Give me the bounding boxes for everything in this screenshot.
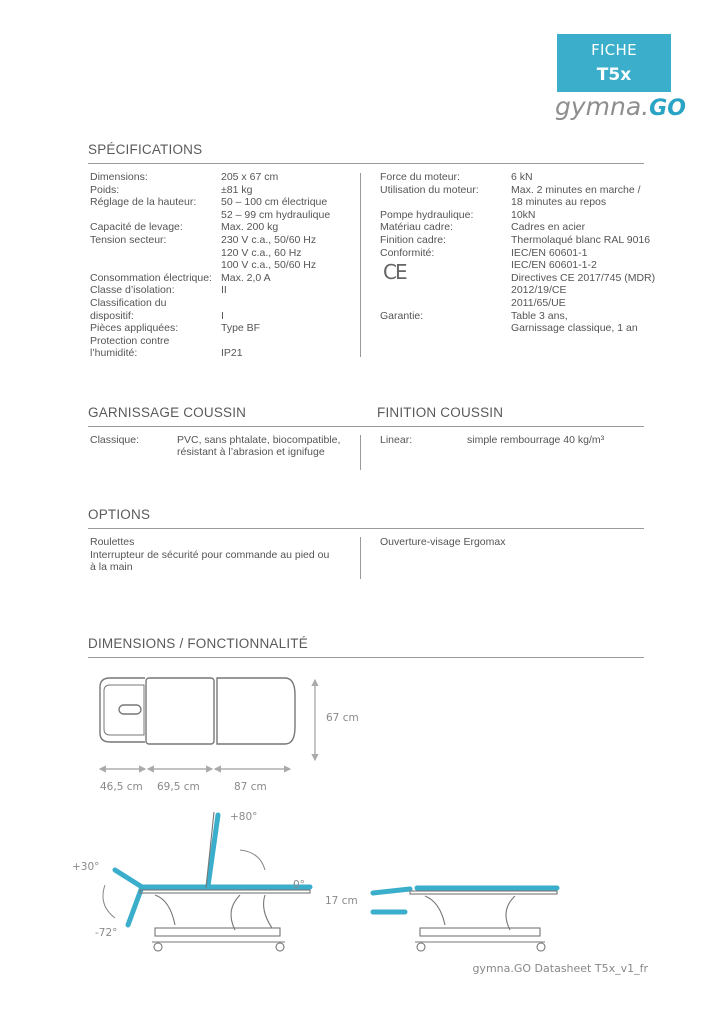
face-opening-icon <box>119 705 141 714</box>
left-value: 50 – 100 cm électrique <box>221 196 328 209</box>
angle-head-up-label: +30° <box>72 861 100 873</box>
angle-head-down-label: -72° <box>95 927 118 939</box>
garnissage-divider <box>360 435 361 470</box>
specs-rule <box>88 163 644 164</box>
head-up-30 <box>115 870 142 887</box>
left-value: Type BF <box>221 322 261 335</box>
head-section-outline <box>100 678 145 742</box>
garnissage-key: Classique: <box>90 434 140 446</box>
options-title: OPTIONS <box>88 507 151 522</box>
right-key: Pompe hydraulique: <box>380 208 474 221</box>
left-value: ±81 kg <box>221 183 253 196</box>
left-key: Protection contre <box>90 334 170 347</box>
left-value: 205 x 67 cm <box>221 171 279 183</box>
left-value: 100 V c.a., 50/60 Hz <box>221 259 317 272</box>
left-key: Consommation électrique: <box>90 271 212 284</box>
angle-flat-label: 0° <box>293 879 305 891</box>
brand-logo <box>555 92 686 121</box>
left-value: 230 V c.a., 50/60 Hz <box>221 234 317 246</box>
right-value: Garnissage classique, 1 an <box>511 322 638 335</box>
left-key: Dimensions: <box>90 171 148 183</box>
right-key: Force du moteur: <box>380 171 460 183</box>
seat-section-outline <box>146 678 214 744</box>
document-footer: gymna.GO Datasheet T5x_v1_fr <box>472 962 648 975</box>
right-key: Finition cadre: <box>380 234 446 246</box>
option-safety-switch: Interrupteur de sécurité pour commande au pied ou <box>90 549 330 561</box>
right-key: Garantie: <box>380 309 424 322</box>
head-raised <box>373 889 410 893</box>
right-value: Directives CE 2017/745 (MDR) <box>511 271 656 284</box>
right-value: Max. 2 minutes en marche / <box>511 183 641 196</box>
garnissage-value-1: PVC, sans phtalate, biocompatible, <box>177 434 341 446</box>
specs-title: SPÉCIFICATIONS <box>88 142 203 157</box>
right-key: Matériau cadre: <box>380 221 453 234</box>
left-key: Classe d’isolation: <box>90 284 175 297</box>
left-value: I <box>221 309 224 322</box>
right-value: IEC/EN 60601-1-2 <box>511 259 597 272</box>
option-ergomax: Ouverture-visage Ergomax <box>380 536 506 548</box>
left-value: Max. 2,0 A <box>221 271 271 284</box>
logo-text: gymna. <box>555 92 650 121</box>
right-key: Utilisation du moteur: <box>380 183 479 196</box>
table-side-view-angles <box>60 800 350 965</box>
table-side-view-drop <box>365 870 565 960</box>
document-badge <box>557 34 671 92</box>
seg3-label: 87 cm <box>234 781 267 793</box>
right-value: 6 kN <box>511 171 533 183</box>
leg-section-outline <box>217 678 295 744</box>
finition-key: Linear: <box>380 434 413 446</box>
dimensions-rule <box>88 657 644 658</box>
garnissage-title: GARNISSAGE COUSSIN <box>88 405 247 420</box>
left-key: Classification du <box>90 297 167 309</box>
left-key: Poids: <box>90 183 120 196</box>
left-key: Tension secteur: <box>90 234 167 246</box>
left-key: dispositif: <box>90 309 134 322</box>
specs-divider <box>360 173 361 357</box>
left-value: II <box>221 284 227 297</box>
width-label: 67 cm <box>326 712 359 724</box>
ce-mark: CE <box>383 260 406 284</box>
angle-back-label: +80° <box>230 811 258 823</box>
right-key: Conformité: <box>380 246 435 259</box>
right-value: IEC/EN 60601-1 <box>511 246 588 259</box>
seg2-label: 69,5 cm <box>157 781 200 793</box>
badge-line-1: FICHE <box>591 41 637 59</box>
specs-left-column <box>90 171 355 371</box>
garnissage-value-2: résistant à l’abrasion et ignifuge <box>177 446 325 458</box>
left-value: 120 V c.a., 60 Hz <box>221 246 302 259</box>
drop-height-label: 17 cm <box>325 895 358 907</box>
table-top-view <box>90 665 380 800</box>
left-key: Pièces appliquées: <box>90 322 179 335</box>
finition-title: FINITION COUSSIN <box>377 405 504 420</box>
option-roulettes: Roulettes <box>90 536 135 548</box>
right-value: 2011/65/UE <box>511 297 566 309</box>
options-rule <box>88 528 644 529</box>
logo-accent: GO <box>649 96 686 121</box>
specs-right-column <box>380 171 656 341</box>
left-key: l’humidité: <box>90 347 138 360</box>
left-value: IP21 <box>221 347 243 360</box>
dimensions-title: DIMENSIONS / FONCTIONNALITÉ <box>88 636 308 651</box>
garnissage-rule <box>88 426 644 427</box>
right-value: Table 3 ans, <box>511 309 568 322</box>
options-divider <box>360 537 361 579</box>
finition-value: simple rembourrage 40 kg/m³ <box>467 434 605 446</box>
right-value: Thermolaqué blanc RAL 9016 <box>511 234 651 246</box>
left-value: Max. 200 kg <box>221 221 279 234</box>
seg1-label: 46,5 cm <box>100 781 143 793</box>
right-value: Cadres en acier <box>511 221 586 234</box>
right-value: 2012/19/CE <box>511 284 567 297</box>
left-key: Réglage de la hauteur: <box>90 196 197 209</box>
option-safety-switch-cont: à la main <box>90 561 133 573</box>
badge-line-2: T5x <box>596 65 632 85</box>
left-key: Capacité de levage: <box>90 221 183 234</box>
right-value: 10kN <box>511 208 536 221</box>
right-value: 18 minutes au repos <box>511 196 607 209</box>
left-value: 52 – 99 cm hydraulique <box>221 208 331 221</box>
